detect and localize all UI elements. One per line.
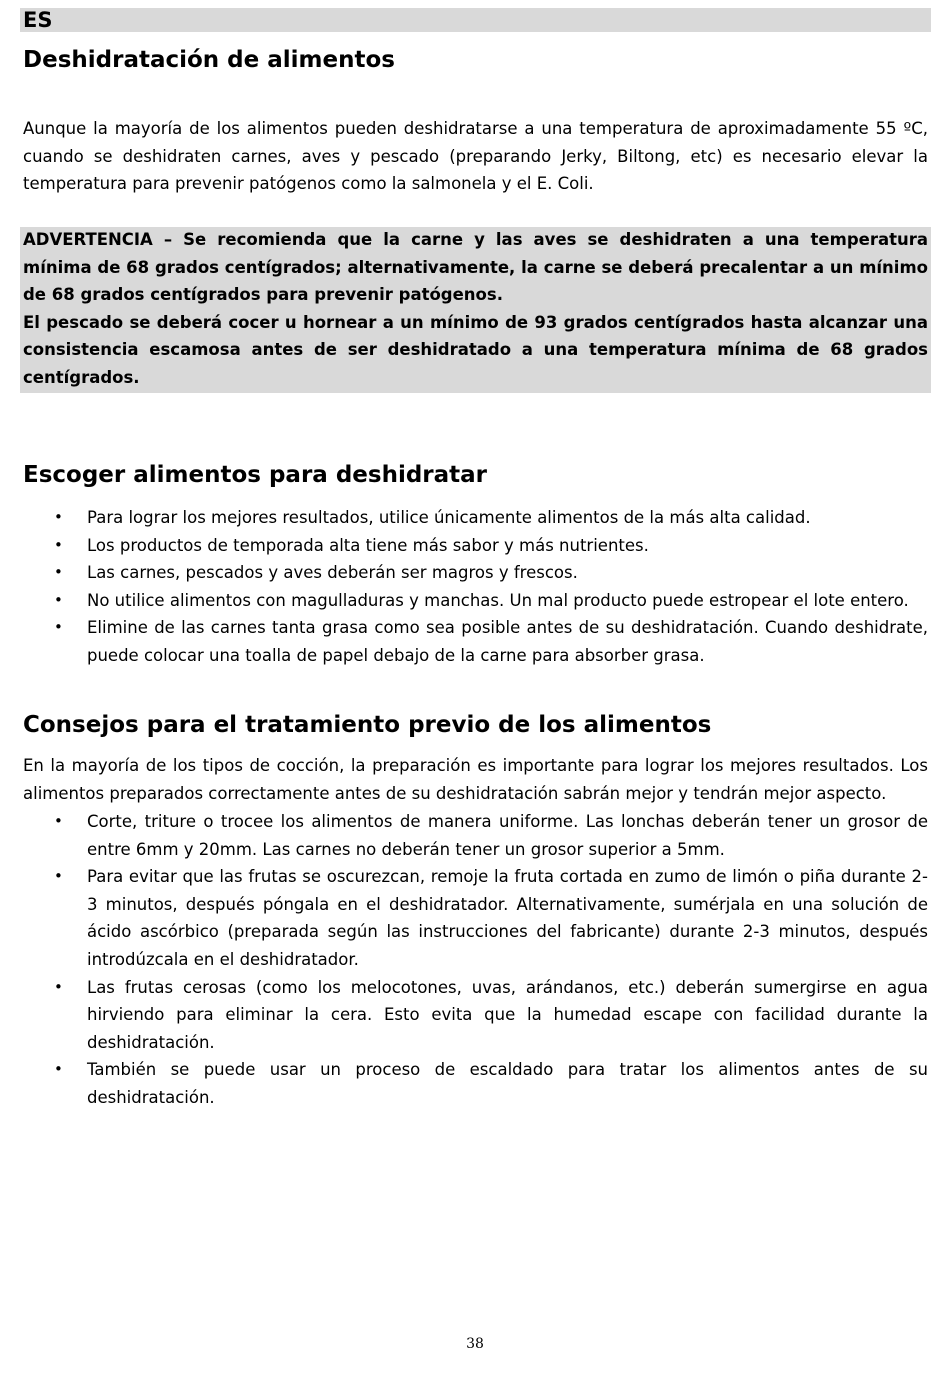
choosing-food-list bbox=[0, 504, 950, 670]
warning-box bbox=[20, 227, 931, 393]
pretreatment-list bbox=[0, 808, 950, 1112]
bullet-icon: • bbox=[54, 563, 63, 582]
list-item: • Las frutas cerosas (como los melocotones, uvas, arándanos, etc.) deberán sumergirse en agua hirviendo para eliminar la cera. Esto evita que la humedad escape con facilidad durante la deshidratación. bbox=[0, 974, 928, 1057]
list-item: • Para evitar que las frutas se oscurezcan, remoje la fruta cortada en zumo de limón o piña durante 2-3 minutos, después póngala en el deshidratador. Alternativamente, sumérjala en una solución de ácido ascórbico (preparada según las instrucciones del fabricante) durante 2-3 minutos, después introdúzcala en el deshidratador. bbox=[0, 863, 928, 973]
list-item: • Corte, triture o trocee los alimentos de manera uniforme. Las lonchas deberán tener un grosor de entre 6mm y 20mm. Las carnes no deberán tener un grosor superior a 5mm. bbox=[0, 808, 928, 863]
bullet-icon: • bbox=[54, 535, 63, 554]
warning-fish: El pescado se deberá cocer u hornear a un mínimo de 93 grados centígrados hasta alcanzar una consistencia escamosa antes de ser deshidratado a una temperatura mínima de 68 grados centígrados. bbox=[23, 312, 928, 387]
list-item: • Para lograr los mejores resultados, utilice únicamente alimentos de la más alta calidad. bbox=[0, 504, 928, 532]
page-number: 38 bbox=[466, 1336, 484, 1352]
section-title-pretreatment: Consejos para el tratamiento previo de los alimentos bbox=[23, 712, 712, 738]
bullet-icon: • bbox=[54, 590, 63, 609]
intro-paragraph: Aunque la mayoría de los alimentos pueden deshidratarse a una temperatura de aproximadamente 55 ºC, cuando se deshidraten carnes, aves y pescado (preparando Jerky, Biltong, etc) es necesario elevar la temperatura para prevenir patógenos como la salmonela y el E. Coli. bbox=[23, 119, 928, 194]
bullet-icon: • bbox=[54, 1060, 63, 1079]
bullet-icon: • bbox=[54, 977, 63, 996]
section-title-dehydration: Deshidratación de alimentos bbox=[23, 47, 395, 73]
section-title-choosing-food: Escoger alimentos para deshidratar bbox=[23, 462, 488, 488]
bullet-icon: • bbox=[54, 812, 63, 830]
language-bar bbox=[20, 8, 931, 32]
bullet-icon: • bbox=[54, 618, 63, 637]
warning-text bbox=[23, 226, 928, 392]
language-code: ES bbox=[23, 8, 53, 32]
bullet-icon: • bbox=[54, 867, 63, 886]
list-item: • Los productos de temporada alta tiene más sabor y más nutrientes. bbox=[0, 532, 928, 560]
list-item: • Las carnes, pescados y aves deberán ser magros y frescos. bbox=[0, 559, 928, 587]
list-item: • No utilice alimentos con magulladuras y manchas. Un mal producto puede estropear el lote entero. bbox=[0, 587, 928, 615]
list-item: • Elimine de las carnes tanta grasa como sea posible antes de su deshidratación. Cuando deshidrate, puede colocar una toalla de papel debajo de la carne para absorber grasa. bbox=[0, 614, 928, 669]
pretreatment-paragraph: En la mayoría de los tipos de cocción, la preparación es importante para lograr los mejores resultados. Los alimentos preparados correctamente antes de su deshidratación sabrán mejor y tendrán mejor aspecto. bbox=[23, 756, 928, 803]
list-item: • También se puede usar un proceso de escaldado para tratar los alimentos antes de su deshidratación. bbox=[0, 1056, 928, 1111]
warning-meat-poultry: ADVERTENCIA – Se recomienda que la carne y las aves se deshidraten a una temperatura mínima de 68 grados centígrados; alternativamente, la carne se deberá precalentar a un mínimo de 68 grados centígrados para prevenir patógenos. bbox=[23, 230, 928, 305]
bullet-icon: • bbox=[54, 508, 63, 526]
